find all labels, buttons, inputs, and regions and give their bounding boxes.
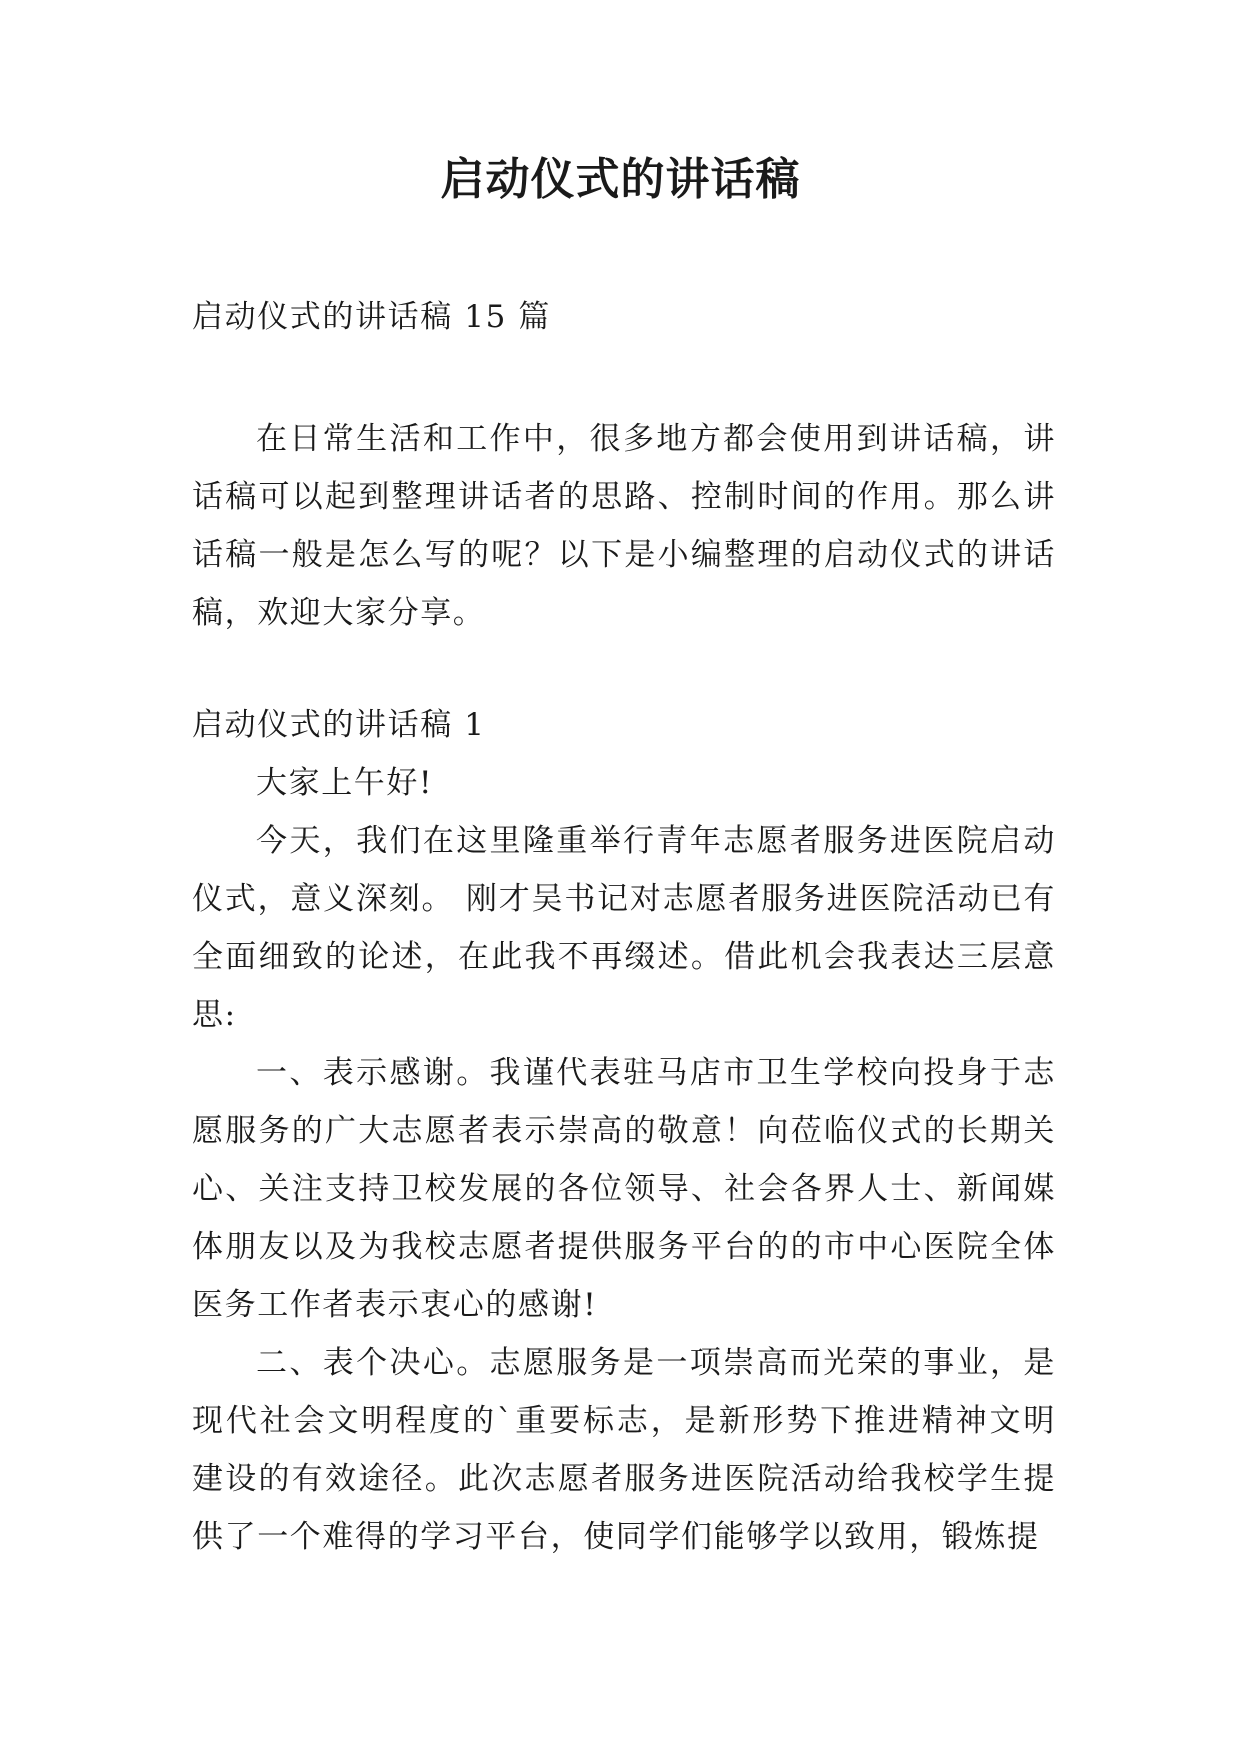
- intro-paragraph: 在日常生活和工作中，很多地方都会使用到讲话稿，讲话稿可以起到整理讲话者的思路、控制时间的作用。那么讲话稿一般是怎么写的呢？以下是小编整理的启动仪式的讲话稿，欢迎大家分享。: [192, 421, 1056, 631]
- document-subtitle: 启动仪式的讲话稿 15 篇: [192, 299, 551, 335]
- body-paragraph: 二、表个决心。志愿服务是一项崇高而光荣的事业，是现代社会文明程度的`重要标志，是新形势下推进精神文明建设的有效途径。此次志愿者服务进医院活动给我校学生提供了一个难得的学习平台，使同学们能够学以致用，锻炼提: [192, 1345, 1056, 1555]
- body-paragraph: 一、表示感谢。我谨代表驻马店市卫生学校向投身于志愿服务的广大志愿者表示崇高的敬意！向莅临仪式的长期关心、关注支持卫校发展的各位领导、社会各界人士、新闻媒体朋友以及为我校志愿者提供服务平台的的市中心医院全体医务工作者表示衷心的感谢!: [192, 1055, 1056, 1323]
- section-heading: 启动仪式的讲话稿 1: [192, 707, 486, 743]
- speech-section-1: [192, 702, 1056, 1566]
- greeting-line: 大家上午好!: [256, 765, 434, 801]
- document-title: 启动仪式的讲话稿: [440, 154, 801, 205]
- body-paragraph: 今天，我们在这里隆重举行青年志愿者服务进医院启动仪式，意义深刻。 刚才吴书记对志愿者服务进医院活动已有全面细致的论述，在此我不再缀述。借此机会我表达三层意思:: [192, 823, 1056, 1033]
